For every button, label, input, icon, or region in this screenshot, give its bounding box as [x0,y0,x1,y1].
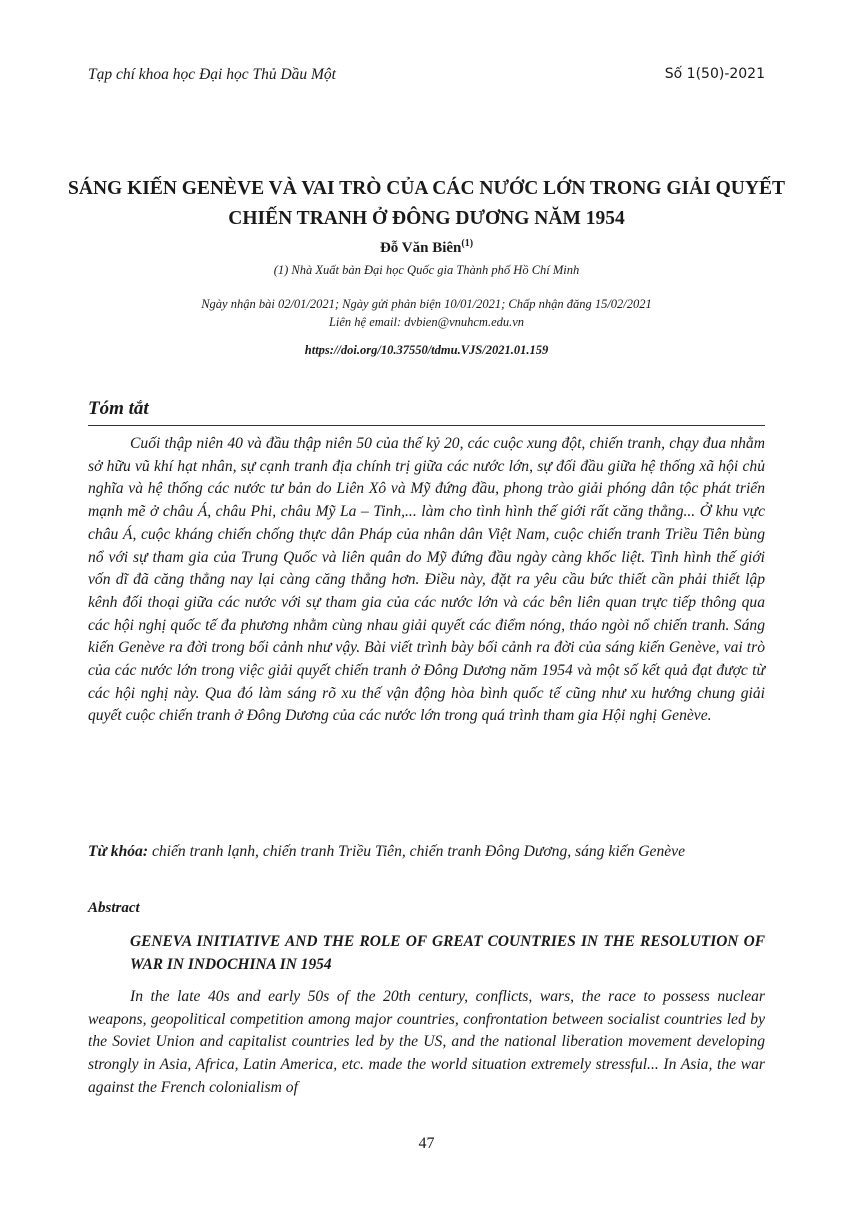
keywords-list: chiến tranh lạnh, chiến tranh Triều Tiên, chiến tranh Đông Dương, sáng kiến Genève [151,843,686,860]
abstract-text: In the late 40s and early 50s of the 20th century, conflicts, wars, the race to possess nuclear weapons, geopolitical competition among major countries, confrontation between socialist countries led by the Soviet Union and capitalist countries led by the US, and the national liberation movement developing strongly in Asia, Africa, Latin America, etc. made the world situation extremely stressful... In Asia, the war against the French colonialism of [88,988,765,1096]
journal-name: Tạp chí khoa học Đại học Thủ Dầu Một [88,66,336,83]
author-superscript: (1) [461,238,474,249]
keywords-line [88,841,765,864]
summary-heading: Tóm tắt [88,398,149,419]
page-number: 47 [418,1135,435,1152]
affiliation: (1) Nhà Xuất bản Đại học Quốc gia Thành phố Hồ Chí Minh [273,263,580,277]
author-name: Đỗ Văn Biên [379,240,462,256]
article-title: SÁNG KIẾN GENÈVE VÀ VAI TRÒ CỦA CÁC NƯỚC LỚN TRONG GIẢI QUYẾT CHIẾN TRANH Ở ĐÔNG DƯƠNG NĂM 1954 [68,178,785,229]
english-title: GENEVA INITIATIVE AND THE ROLE OF GREAT COUNTRIES IN THE RESOLUTION OF WAR IN INDOCHINA IN 1954 [130,933,765,973]
keywords-label: Từ khóa: [88,843,149,860]
running-head [88,66,765,88]
issue-number: Số 1(50)-2021 [664,66,765,82]
summary-text: Cuối thập niên 40 và đầu thập niên 50 của thế kỷ 20, các cuộc xung đột, chiến tranh, chạy đua nhằm sở hữu vũ khí hạt nhân, sự cạnh tranh địa chính trị giữa các nước lớn, sự đối đầu giữa hệ thống xã hội chủ nghĩa và hệ thống các nước tư bản do Liên Xô và Mỹ đứng đầu, phong trào giải phóng dân tộc phát triển mạnh mẽ ở châu Á, châu Phi, châu Mỹ La – Tinh,... làm cho tình hình thế giới rất căng thẳng... Ở khu vực châu Á, cuộc kháng chiến chống thực dân Pháp của nhân dân Việt Nam, cuộc chiến tranh Triều Tiên bùng nổ với sự tham gia của Trung Quốc và liên quân do Mỹ đứng đầu ngày càng khốc liệt. Tình hình thế giới vốn dĩ đã căng thẳng nay lại càng căng thẳng hơn. Điều này, đặt ra yêu cầu bức thiết cần phải thiết lập kênh đối thoại giữa các nước với sự tham gia của các nước lớn và các bên liên quan trực tiếp thông qua các hội nghị quốc tế đa phương nhằm cùng nhau giải quyết các điểm nóng, tháo ngòi nổ chiến tranh. Sáng kiến Genève ra đời trong bối cảnh như vậy. Bài viết trình bày bối cảnh ra đời của sáng kiến Genève, vai trò của các nước lớn trong việc giải quyết chiến tranh ở Đông Dương năm 1954 và một số kết quả đạt được từ các hội nghị này. Qua đó làm sáng rõ xu thế vận động hòa bình quốc tế cũng như xu hướng chung giải quyết cuộc chiến tranh ở Đông Dương của các nước lớn trong quá trình tham gia Hội nghị Genève. [88,435,765,725]
heading-divider [88,425,765,426]
doi-link[interactable]: https://doi.org/10.37550/tdmu.VJS/2021.01.159 [304,343,549,357]
contact-email[interactable]: Liên hệ email: dvbien@vnuhcm.edu.vn [328,315,525,329]
abstract-label: Abstract [88,900,140,916]
author-line [0,238,853,257]
dates-block [0,295,853,331]
submission-dates: Ngày nhận bài 02/01/2021; Ngày gửi phản biện 10/01/2021; Chấp nhận đăng 15/02/2021 [201,297,652,311]
